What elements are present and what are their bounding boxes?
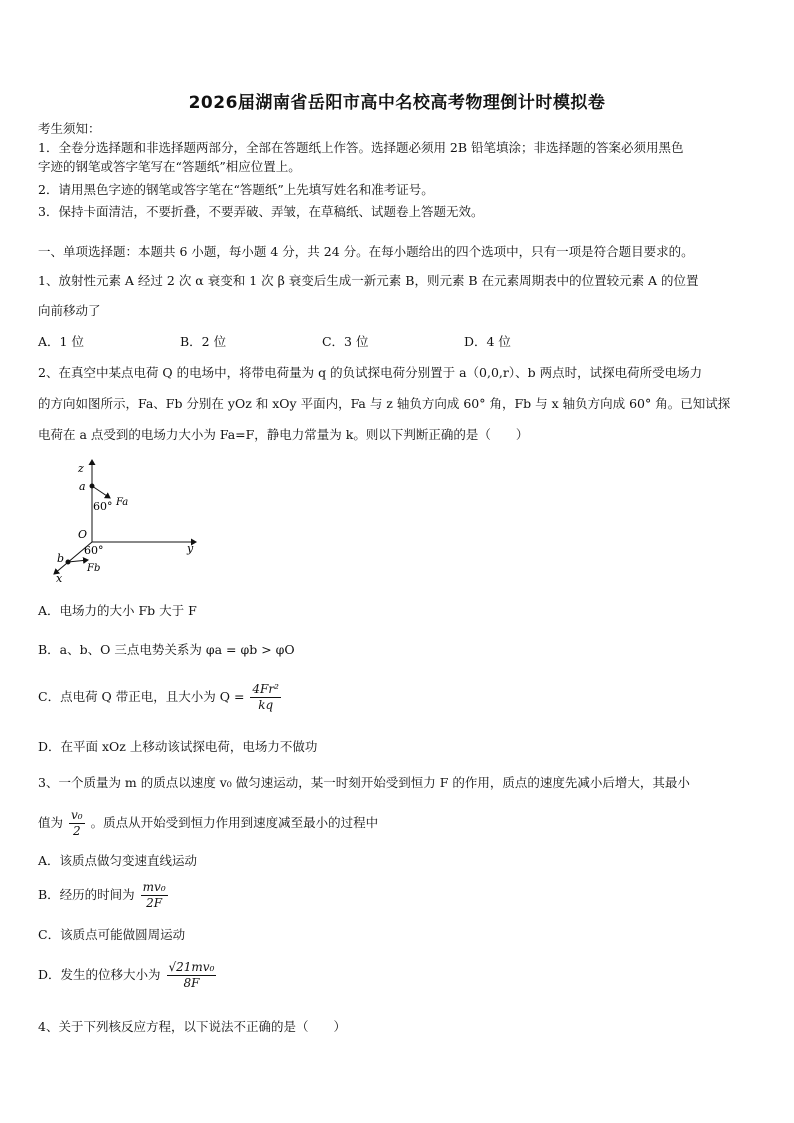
- question-2-text: 电荷在 a 点受到的电场力大小为 Fa=F，静电力常量为 k。则以下判断正确的是（ ）: [38, 427, 529, 442]
- label-angle-b: 60°: [84, 544, 104, 557]
- question-2-option-b: B．a、b、O 三点电势关系为 φa = φb > φO: [38, 642, 295, 657]
- label-fa: Fa: [116, 497, 129, 508]
- label-y: y: [187, 542, 194, 555]
- formula-fraction: [167, 960, 217, 991]
- option-d-text: D．发生的位移大小为: [38, 967, 161, 982]
- denominator: 8F: [183, 976, 200, 990]
- notice-item: 2．请用黑色字迹的钢笔或答字笔在“答题纸”上先填写姓名和准考证号。: [38, 182, 434, 197]
- option-d: D．4 位: [463, 334, 511, 349]
- notice-item: 字迹的钢笔或答字笔写在“答题纸”相应位置上。: [38, 159, 301, 174]
- question-3-option-c: C．该质点可能做圆周运动: [38, 927, 186, 942]
- numerator: √21mv₀: [168, 960, 215, 974]
- formula-fraction: [69, 808, 85, 839]
- notice-item: 3．保持卡面清洁，不要折叠，不要弄破、弄皱，在草稿纸、试题卷上答题无效。: [38, 204, 484, 219]
- label-x: x: [56, 572, 63, 585]
- question-2-text: 的方向如图所示，Fa、Fb 分别在 yOz 和 xOy 平面内，Fa 与 z 轴负方向成 60° 角，Fb 与 x 轴负方向成 60° 角。已知试探: [38, 396, 731, 411]
- label-fb: Fb: [87, 563, 101, 574]
- question-2-option-a: A．电场力的大小 Fb 大于 F: [38, 603, 197, 618]
- option-c: C．3 位: [321, 334, 369, 349]
- question-2-option-c: [38, 682, 758, 713]
- question-3-option-d: [38, 960, 758, 991]
- question-3-option-a: A．该质点做匀变速直线运动: [38, 853, 198, 868]
- q3-text-pre: 值为: [38, 815, 64, 830]
- label-b: b: [57, 552, 65, 565]
- label-a: a: [79, 480, 86, 493]
- notice-heading: 考生须知：: [38, 121, 101, 136]
- force-fa-arrow: [92, 486, 110, 498]
- denominator: kq: [258, 698, 274, 712]
- field-force-diagram: [48, 456, 208, 586]
- label-angle-a: 60°: [93, 500, 113, 513]
- q3-text-post: 。质点从开始受到恒力作用到速度减至最小的过程中: [90, 815, 379, 830]
- option-c-text: C．点电荷 Q 带正电，且大小为 Q =: [38, 689, 245, 704]
- question-3-text: 3、一个质量为 m 的质点以速度 v₀ 做匀速运动，某一时刻开始受到恒力 F 的作用，质点的速度先减小后增大，其最小: [38, 775, 690, 790]
- option-b: B．2 位: [179, 334, 227, 349]
- page-title: 2026届湖南省岳阳市高中名校高考物理倒计时模拟卷: [188, 93, 606, 113]
- question-1-text: 向前移动了: [38, 303, 101, 318]
- question-3-option-b: [38, 880, 758, 911]
- denominator: 2: [72, 824, 81, 838]
- question-1-text: 1、放射性元素 A 经过 2 次 α 衰变和 1 次 β 衰变后生成一新元素 B，则元素 B 在元素周期表中的位置较元素 A 的位置: [38, 273, 699, 288]
- question-1-options: [38, 332, 602, 350]
- section-heading: 一、单项选择题：本题共 6 小题，每小题 4 分，共 24 分。在每小题给出的四个选项中，只有一项是符合题目要求的。: [38, 244, 694, 259]
- numerator: mv₀: [142, 880, 166, 894]
- question-4-text: 4、关于下列核反应方程，以下说法不正确的是（ ）: [38, 1019, 346, 1034]
- option-a: A．1 位: [38, 334, 84, 349]
- question-3-text: [38, 808, 758, 839]
- label-origin: O: [78, 528, 88, 541]
- formula-fraction: [250, 682, 281, 713]
- question-2-option-d: D．在平面 xOz 上移动该试探电荷，电场力不做功: [38, 739, 318, 754]
- notice-item: 1．全卷分选择题和非选择题两部分，全部在答题纸上作答。选择题必须用 2B 铅笔填涂；非选择题的答案必须用黑色: [38, 140, 684, 155]
- numerator: v₀: [71, 808, 83, 822]
- formula-fraction: [141, 880, 168, 911]
- label-z: z: [78, 462, 84, 475]
- option-b-text: B．经历的时间为: [38, 887, 135, 902]
- denominator: 2F: [146, 896, 163, 910]
- question-2-text: 2、在真空中某点电荷 Q 的电场中，将带电荷量为 q 的负试探电荷分别置于 a（0,0,r）、b 两点时，试探电荷所受电场力: [38, 365, 703, 380]
- numerator: 4Fr²: [252, 682, 279, 696]
